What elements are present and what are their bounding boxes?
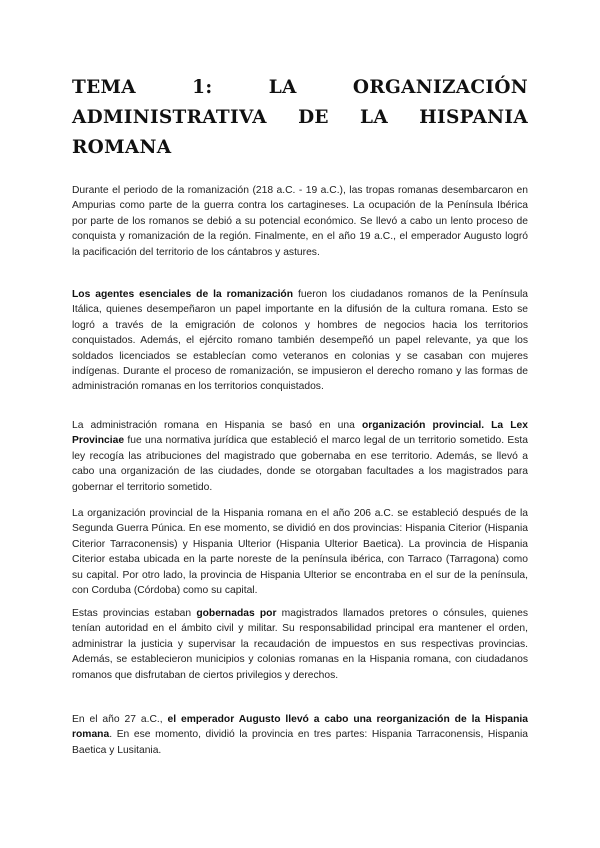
paragraph-text: fue una normativa jurídica que estableció el marco legal de un territorio sometido. Esta ley recogía las atribuciones del magistrado que gobernaba en ese territorio. Además, se llevó a cabo una organización de las ciudades, donde se otorgaban facultades a los magistrados para gobernar el territorio sometido. [72, 435, 528, 493]
paragraph-organizacion-provincial [72, 506, 528, 598]
paragraph-text: Durante el periodo de la romanización (218 a.C. - 19 a.C.), las tropas romanas desembarcaron en Ampurias como parte de la guerra contra los cartagineses. La ocupación de la Península Ibérica por parte de los romanos se debió a su potencial económico. Se llevó a cabo un lento proceso de conquista y romanización de la región. Finalmente, en el año 19 a.C., el emperador Augusto logró la pacificación del territorio de los cántabros y astures. [72, 185, 528, 258]
paragraph-text: magistrados llamados pretores o cónsules, quienes tenían autoridad en el ámbito civil y militar. Su responsabilidad principal era mantener el orden, administrar la justicia y supervisar la recaudación de impuestos en sus respectivas provincias. Además, se establecieron municipios y colonias romanas en la Hispania romana, con ciudadanos romanos que disfrutaban de ciertos privilegios y derechos. [72, 608, 528, 681]
paragraph-bold-text: el emperador Augusto llevó a cabo una reorganización de la Hispania romana [72, 714, 528, 741]
paragraph-romanizacion [72, 183, 528, 260]
paragraph-lead-text: En el año 27 a.C., [72, 714, 168, 725]
paragraph-text: . En ese momento, dividió la provincia en tres partes: Hispania Tarraconensis, Hispania Baetica y Lusitania. [72, 729, 528, 756]
paragraph-bold-text: gobernadas por [196, 608, 277, 619]
paragraph-administracion [72, 418, 528, 495]
paragraph-agentes [72, 287, 528, 395]
document-title: TEMA 1: LA ORGANIZACIÓN ADMINISTRATIVA DE LA HISPANIA ROMANA [72, 77, 528, 158]
paragraph-lead-text: Estas provincias estaban [72, 608, 197, 619]
paragraph-text: fueron los ciudadanos romanos de la Península Itálica, quienes desempeñaron un papel importante en la difusión de la cultura romana. Esto se logró a través de la emigración de colonos y hombres de negocios hacia los territorios conquistados. Además, el ejército romano también desempeñó un papel relevante, ya que los soldados licenciados se establecían como veteranos en colonias y se casaban con mujeres indígenas. Durante el proceso de romanización, se impusieron el derecho romano y las formas de administración romanas en los territorios conquistados. [72, 289, 528, 393]
paragraph-bold-text: organización provincial. La Lex Provinciae [72, 420, 528, 447]
paragraph-augusto [72, 712, 528, 758]
paragraph-gobierno [72, 606, 528, 683]
paragraph-bold-text: Los agentes esenciales de la romanización [72, 289, 294, 300]
paragraph-lead-text: La administración romana en Hispania se basó en una [72, 420, 362, 431]
paragraph-text: La organización provincial de la Hispania romana en el año 206 a.C. se estableció después de la Segunda Guerra Púnica. En ese momento, se dividió en dos provincias: Hispania Citerior (Hispania Citerior Tarraconensis) y Hispania Ulterior (Hispania Ulterior Baetica). La provincia de Hispania Citerior estaba ubicada en la parte noreste de la península ibérica, con Tarraco (Tarragona) como su capital. Por otro lado, la provincia de Hispania Ulterior se encontraba en el sur de la península, con Corduba (Córdoba) como su capital. [72, 508, 528, 597]
